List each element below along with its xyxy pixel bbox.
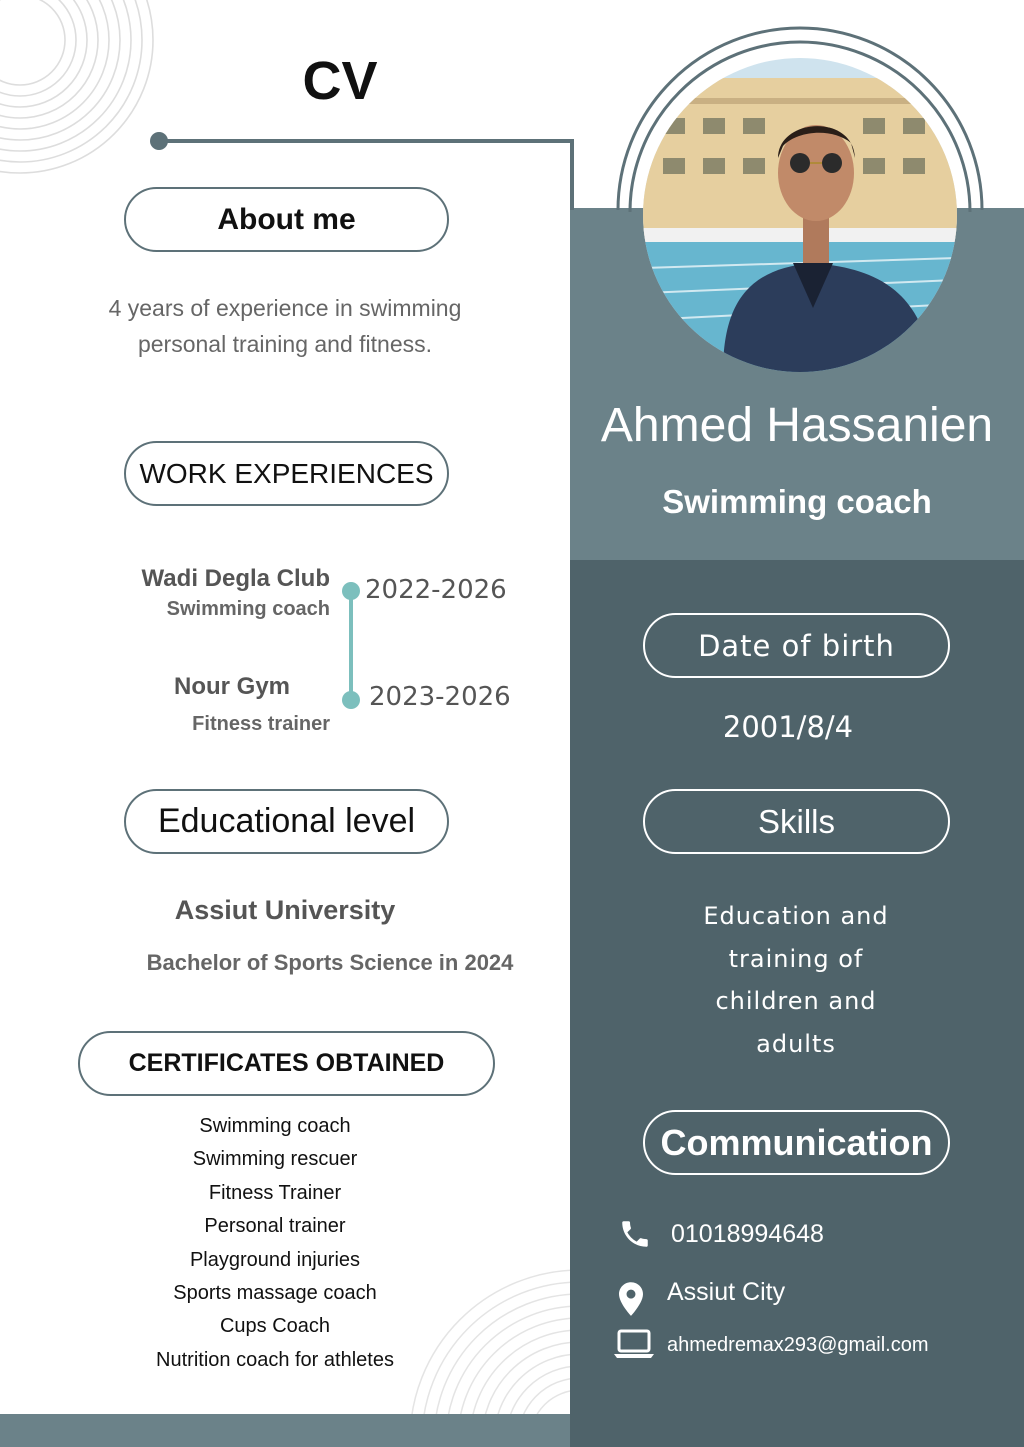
certificate-item: Playground injuries	[189, 1248, 361, 1271]
education-school: Assiut University	[174, 895, 396, 925]
certificates-list	[100, 1110, 450, 1377]
skills-line: adults	[756, 1029, 836, 1058]
location-pin-icon	[616, 1281, 646, 1317]
cv-title: CV	[302, 51, 378, 111]
about-heading	[124, 187, 449, 252]
phone-icon	[618, 1217, 652, 1251]
work-heading	[124, 441, 449, 506]
skills-heading	[643, 789, 950, 854]
dob-heading	[643, 613, 950, 678]
dob-heading-label: Date of birth	[698, 628, 895, 663]
about-text: 4 years of experience in swimming personal training and fitness.	[108, 295, 462, 357]
contact-location: Assiut City	[667, 1278, 786, 1306]
profile-photo-illustration	[643, 58, 957, 372]
certificate-item: Swimming coach	[199, 1115, 351, 1137]
communication-heading	[643, 1110, 950, 1175]
skills-line: Education and	[703, 902, 889, 930]
certificate-item: Nutrition coach for athletes	[156, 1348, 394, 1371]
timeline-dot	[342, 582, 360, 600]
skills-text	[680, 895, 912, 1065]
contact-phone[interactable]: 01018994648	[671, 1220, 824, 1248]
communication-heading-label: Communication	[660, 1121, 933, 1163]
job-company: Nour Gym	[173, 673, 290, 700]
certificates-heading	[78, 1031, 495, 1096]
contact-email[interactable]: ahmedremax293@gmail.com	[667, 1334, 929, 1356]
dob-value: 2001/8/4	[722, 710, 854, 744]
certificate-item: Fitness Trainer	[208, 1181, 342, 1204]
timeline-line	[349, 592, 353, 700]
certificate-item: Swimming rescuer	[192, 1148, 358, 1171]
work-heading-label: WORK EXPERIENCES	[139, 457, 434, 489]
education-degree: Bachelor of Sports Science in 2024	[146, 950, 514, 975]
laptop-icon	[613, 1328, 655, 1360]
job-company: Wadi Degla Club	[141, 565, 330, 592]
profile-name: Ahmed Hassanien	[600, 399, 994, 452]
education-heading	[124, 789, 449, 854]
job-role: Fitness trainer	[192, 713, 330, 735]
certificate-item: Personal trainer	[204, 1215, 346, 1238]
job-years: 2023-2026	[369, 682, 511, 712]
profile-photo	[643, 58, 957, 372]
certificate-item: Sports massage coach	[173, 1281, 377, 1304]
about-heading-label: About me	[217, 202, 356, 236]
skills-line: training of	[728, 944, 864, 973]
skills-heading-label: Skills	[757, 802, 835, 840]
job-role: Swimming coach	[166, 598, 330, 620]
profile-role: Swimming coach	[662, 483, 932, 520]
bottom-bar	[0, 1414, 570, 1447]
education-heading-label: Educational level	[157, 802, 416, 840]
job-years: 2022-2026	[365, 575, 507, 605]
certificate-item: Cups Coach	[219, 1315, 331, 1338]
timeline-dot	[342, 691, 360, 709]
certificates-heading-label: CERTIFICATES OBTAINED	[128, 1049, 445, 1077]
skills-line: children and	[715, 987, 877, 1015]
